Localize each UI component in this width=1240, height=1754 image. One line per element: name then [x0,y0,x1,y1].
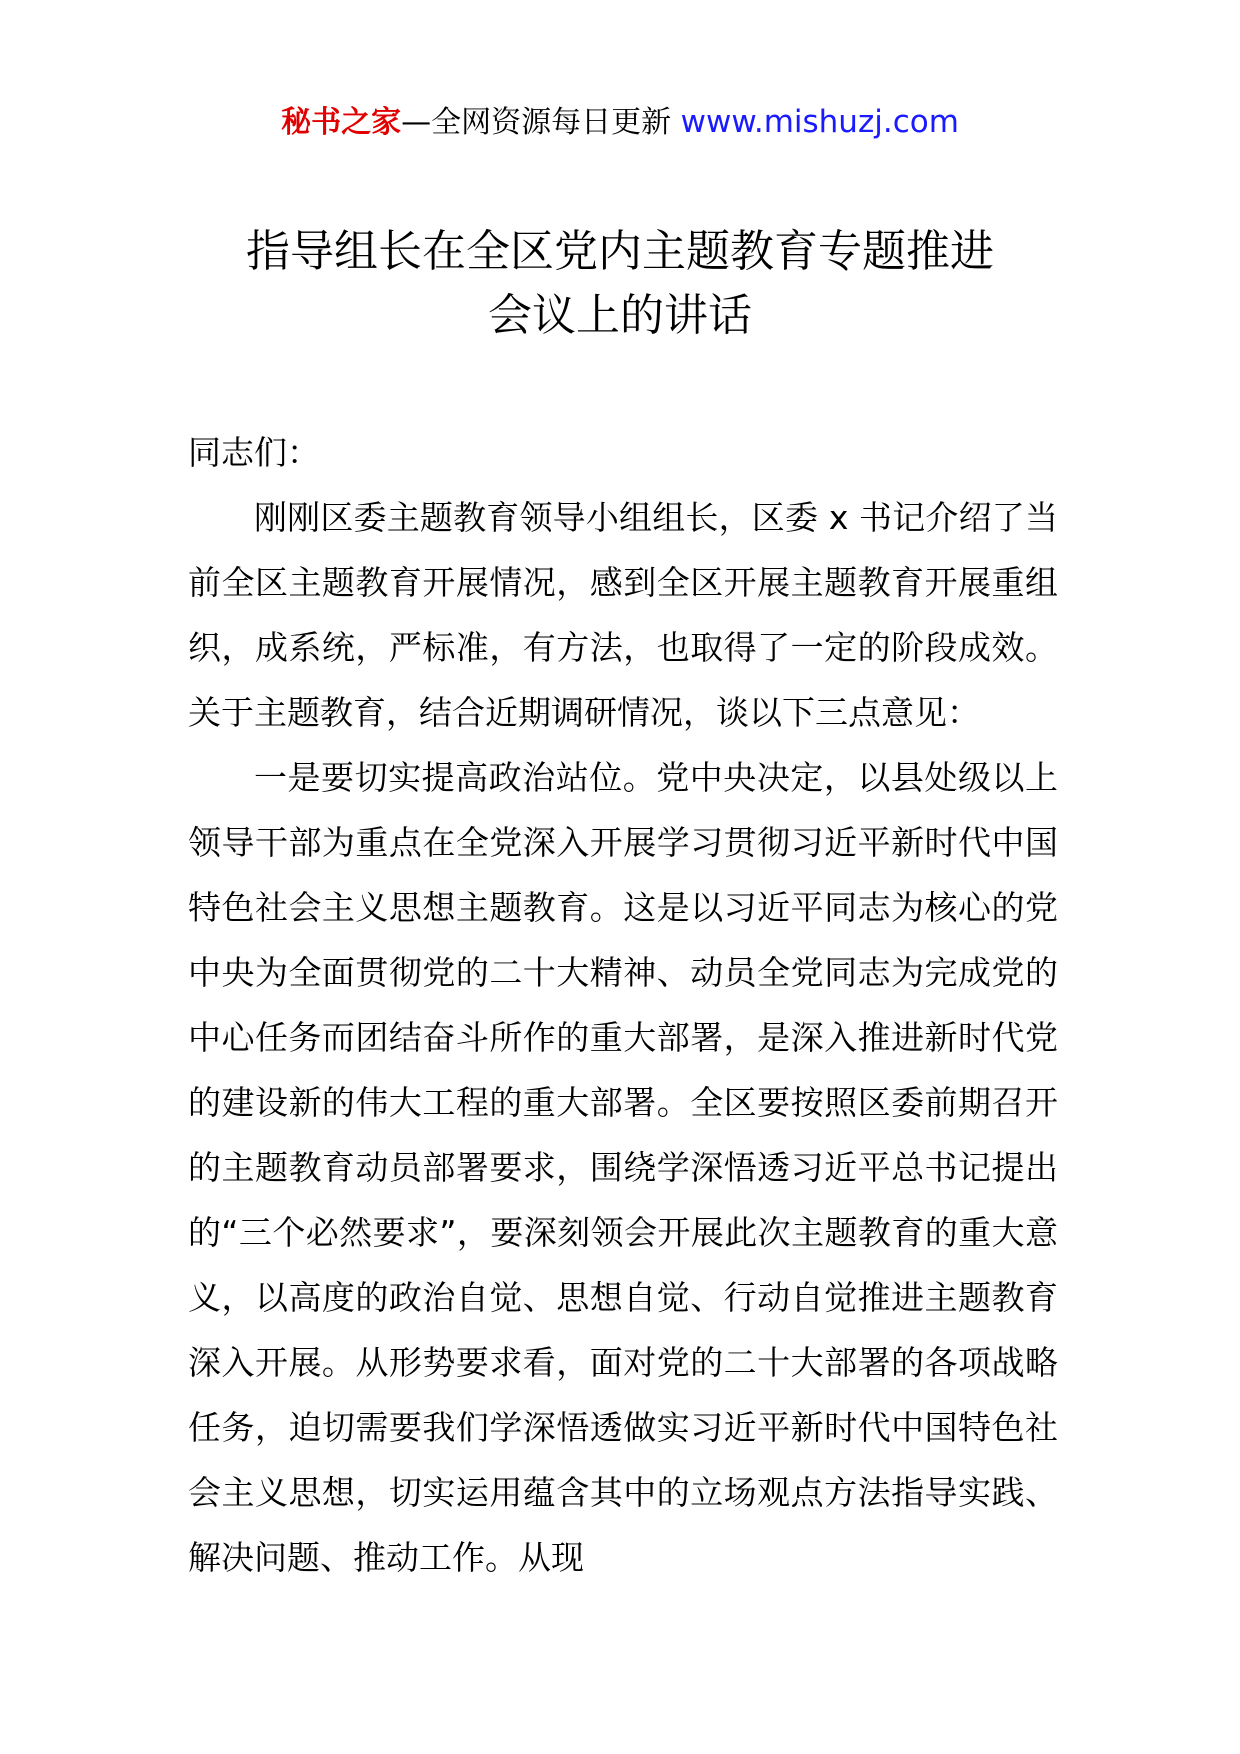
title-line-2: 会议上的讲话 [488,290,752,341]
site-header [0,100,1240,145]
paragraph: 一是要切实提高政治站位。党中央决定，以县处级以上领导干部为重点在全党深入开展学习贯彻习近平新时代中国特色社会主义思想主题教育。这是以习近平同志为核心的党中央为全面贯彻党的二十大精神、动员全党同志为完成党的中心任务而团结奋斗所作的重大部署，是深入推进新时代党的建设新的伟大工程的重大部署。全区要按照区委前期召开的主题教育动员部署要求，围绕学深悟透习近平总书记提出的“三个必然要求”，要深刻领会开展此次主题教育的重大意义，以高度的政治自觉、思想自觉、行动自觉推进主题教育深入开展。从形势要求看，面对党的二十大部署的各项战略任务，迫切需要我们学深悟透做实习近平新时代中国特色社会主义思想，切实运用蕴含其中的立场观点方法指导实践、解决问题、推动工作。从现 [188,758,1058,1577]
paragraph: 刚刚区委主题教育领导小组组长，区委 x 书记介绍了当前全区主题教育开展情况，感到全区开展主题教育开展重组织，成系统，严标准，有方法，也取得了一定的阶段成效。关于主题教育，结合近期调研情况，谈以下三点意见： [188,498,1058,732]
salutation: 同志们： [188,433,320,472]
document-body [188,420,1058,1590]
title-line-1: 指导组长在全区党内主题教育专题推进 [246,226,994,277]
brand-name: 秘书之家 [281,105,402,140]
brand-slogan: —全网资源每日更新 [401,105,672,140]
site-url[interactable]: www.mishuzj.com [680,104,959,140]
document-title [0,220,1240,348]
